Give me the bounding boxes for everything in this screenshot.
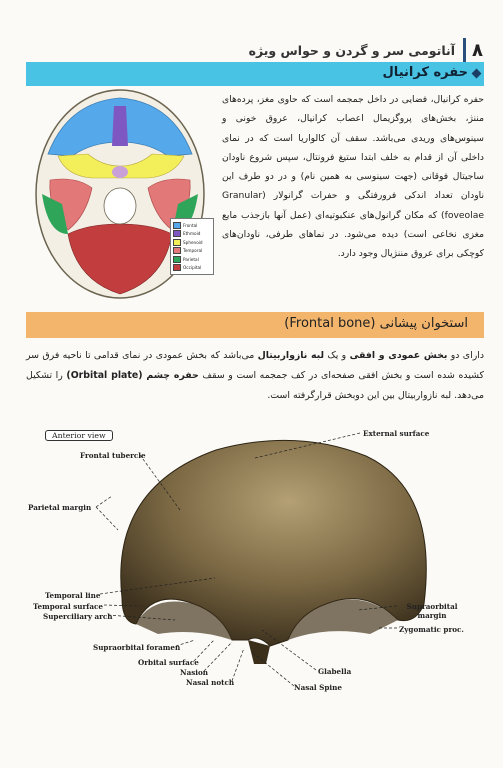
- label-zygomatic-proc: Zygomatic proc.: [399, 625, 464, 634]
- section-title: حفره کرانیال: [382, 65, 468, 80]
- section-title: استخوان پیشانی (Frontal bone): [284, 316, 468, 331]
- text-run: دارای دو: [447, 350, 484, 361]
- bold-term: لبه نازواربیتال: [257, 350, 324, 361]
- page-number: ۸: [472, 39, 483, 61]
- label-frontal-tubercle: Frontal tubercle: [80, 451, 146, 460]
- label-supraorbital-foramen: Supraorbital foramen: [93, 643, 181, 652]
- label-orbital-surface: Orbital surface: [138, 658, 199, 667]
- label-glabella: Glabella: [318, 667, 352, 676]
- text-run: و یک: [324, 350, 350, 361]
- legend-label: Occipital: [183, 265, 202, 271]
- text-run: می‌باشد که بخش عمودی در نمای قدامی تا ناحیه فرق سر کشیده شده است و بخش افقی صفحه‌ای در کف جمجمه است و سقف: [26, 350, 484, 381]
- view-label: Anterior view: [45, 430, 113, 441]
- label-temporal-line: Temporal line: [45, 591, 101, 600]
- bold-term: بخش عمودی و افقی: [349, 350, 448, 361]
- label-supraorbital-margin: Supraorbital margin: [406, 602, 458, 620]
- text-run: را تشکیل می‌دهد. لبه نازواربیتال بین این دوبخش قرارگرفته است.: [26, 370, 484, 401]
- label-nasal-spine: Nasal Spine: [294, 683, 342, 692]
- label-external-surface: External surface: [363, 429, 430, 438]
- label-superciliary-arch: Superciliary arch: [43, 612, 113, 621]
- label-nasal-notch: Nasal notch: [186, 678, 235, 687]
- bold-term: حفره چشم (Orbital plate): [66, 370, 199, 381]
- label-nasion: Nasion: [180, 668, 209, 677]
- label-temporal-surface: Temporal surface: [33, 602, 103, 611]
- legend-label: Sphenoid: [183, 239, 203, 245]
- chapter-title: آناتومی سر و گردن و حواس ویژه: [248, 42, 455, 58]
- section-paragraph: حفره کرانیال، فضایی در داخل جمجمه است که حاوی مغز، پرده‌های مننژ، بخش‌های پروگزیمال اعصاب کرانیال، عروق خونی و سینوس‌های وریدی می‌باشد. سقف آن کالواریا است که در نمای داخلی آن از قدام به خلف ابتدا ستیغ فرونتال، سپس شروع ناودان ساجیتال فوقانی (جهت سینوسی به همین نام) و در دو طرف این ناودان تعداد اندکی فرورفتگی و حفرات گرانولار (Granular foveolae) که مکان گرانول‌های عنکبوتیه‌ای (عمل آنها بازجذب مایع مغزی نخاعی است) دیده می‌شود. در نماهای طرفی، ناودان‌های کوچکی برای عروق مننژیال وجود دارد.: [222, 94, 484, 260]
- legend-label: Parietal: [183, 256, 199, 262]
- legend-label: Frontal: [183, 222, 198, 228]
- label-parietal-margin: Parietal margin: [28, 503, 92, 512]
- legend-label: Temporal: [183, 248, 203, 254]
- legend-label: Ethmoid: [183, 231, 201, 237]
